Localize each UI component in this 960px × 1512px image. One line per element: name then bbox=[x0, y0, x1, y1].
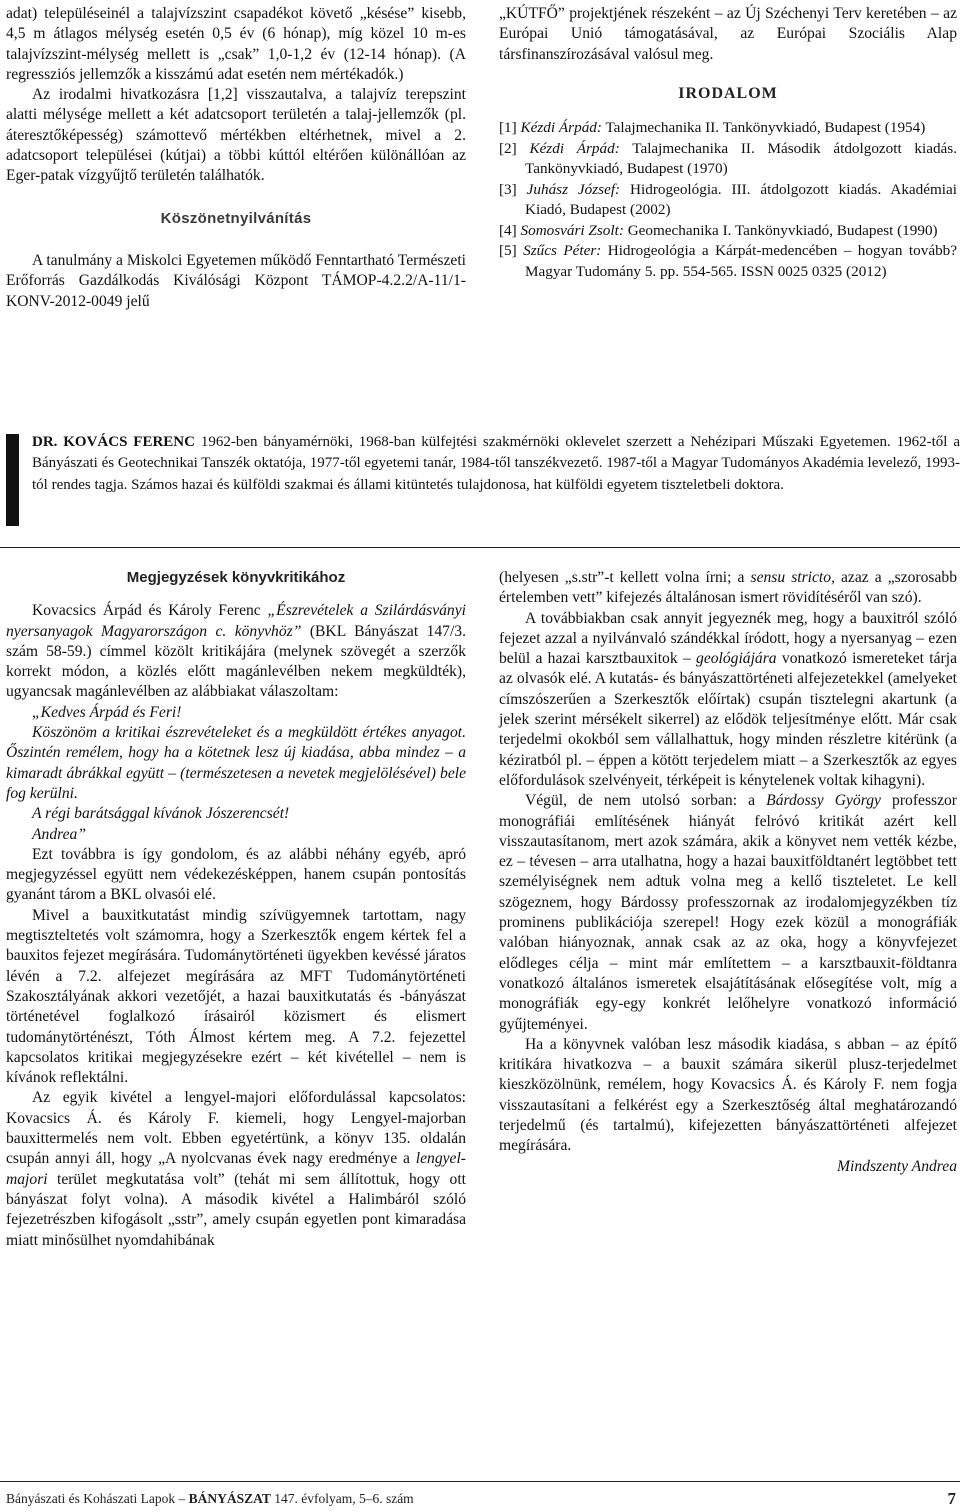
letter-line bbox=[6, 825, 466, 845]
page-footer bbox=[6, 1491, 956, 1507]
bottom-left-column bbox=[6, 568, 466, 1251]
reference-author: Szűcs Péter: bbox=[523, 242, 602, 260]
letter-line bbox=[6, 804, 466, 824]
reference-author: Somosvári Zsolt: bbox=[520, 221, 624, 239]
text-run: (BKL Bányászat 147/3. szám 58-59.) címmel közölt kritikájára (melynek szövegét a szerzők korrekt módon, a közlés előtt magánlevélben nekem megküldték), ugyancsak magánlevélben az alábbiakat válaszoltam: bbox=[6, 622, 467, 701]
top-right-column bbox=[499, 4, 957, 282]
bio-description: 1962-ben bányamérnöki, 1968-ban külfejtési szakmérnöki oklevelet szerzett a Nehézipari Műszaki Egyetemen. 1962-től a Bányászati és Geotechnikai Tanszék oktatója, 1977-től egyetemi tanár, 1984-től tanszékvezető. 1987-től a Magyar Tudományos Akadémia levelező, 1993-tól rendes tagja. Számos hazai és külföldi szakmai és állami kitüntetés tulajdonosa, hat külföldi egyetem tiszteletbeli doktora. bbox=[32, 434, 960, 493]
text-italic: sensu stricto bbox=[750, 569, 832, 586]
bio-author-name: DR. KOVÁCS FERENC bbox=[32, 434, 195, 450]
section-divider bbox=[0, 547, 960, 548]
paragraph: Ezt továbbra is így gondolom, és az alábbi néhány egyéb, apró megjegyzéssel együtt nem védekezésképpen, hanem csupán pontosítás gyanánt tárom a BKL olvasói elé. bbox=[6, 845, 466, 904]
reference-text: Geomechanika I. Tankönyvkiadó, Budapest (1990) bbox=[627, 221, 938, 239]
reference-item bbox=[499, 118, 957, 139]
paragraph: Mivel a bauxitkutatást mindig szívügyemnek tartottam, nagy megtiszteltetés volt számomra, hogy a Szerkesztők engem kértek fel a bauxitos fejezet megírására. Tudománytörténeti ügyekben kevéssé járatos lévén a 7.2. alfejezet megírására az MFT Tudománytörténeti Szakosztályának akkori vezetőjét, a hazai bauxitkutatás és -bányászat történetével foglalkozó írásairól közismert és elismert tudománytörténészt, Tóth Álmost kértem meg. A 7.2. fejezettel kapcsolatos kritikai megjegyzésekre ezért – két kivétellel – nem is kívánok reflektálni. bbox=[6, 906, 466, 1087]
text-run: Az egyik kivétel a lengyel-majori előfordulással kapcsolatos: Kovacsics Á. és Károly F. kiemeli, hogy Lengyel-majorban bauxittermelés nem volt. Ebben egyetértünk, a könyv 135. oldalán csupán annyi áll, hogy „A nyolcvanas évek nagy eredménye a bbox=[6, 1089, 466, 1168]
reference-list bbox=[499, 118, 957, 282]
text-run: A továbbiakban csak annyit jegyeznék meg, hogy a bauxitról szóló fejezet azzal a nyilvánvaló szándékkal íródott, hogy a nyersanyag – ezen belül a hazai karsztbauxitok – bbox=[499, 609, 957, 668]
letter-text: Andrea” bbox=[32, 825, 86, 843]
letter-line bbox=[6, 703, 466, 723]
bio-marker-bar bbox=[6, 434, 19, 526]
text-run: professzor monográfiái említésének hiányát felróvó kritikát azért kell visszautasítanom, mert azok számára, akik a könyvet nem vették kézbe, ez – tévesen – arra utalhatna, hogy a hazai bauxitföldtanért legtöbbet tett személyiségnek nem adtuk volna meg a kellő tiszteletet. Le kell szögeznem, hogy Bárdossy professzornak az irodalomjegyzékben tíz prominens publikációja szerepel! Hogy ezek közül a monográfiák valóban hiányoznak, annak csak az az oka, hogy a könyvfejezet elődleges célja – mint már említettem – a karsztbauxit-földtanra vonatkozó általános ismeretek elsajátításának elősegítése volt, míg a monográfiák egy-egy konkrét lelőhelyre vonatkozó információ gyűjteményei. bbox=[499, 792, 957, 1033]
top-left-column bbox=[6, 4, 466, 312]
reference-text: Hidrogeológia a Kárpát-medencében – hogyan tovább? Magyar Tudomány 5. pp. 554-565. ISSN 0025 0325 (2012) bbox=[525, 242, 958, 280]
text-run: , azaz a „szorosabb értelemben vett” kifejezés általánosan ismert rövidítéséről van szó). bbox=[499, 569, 957, 607]
reference-text: Talajmechanika II. Második átdolgozott kiadás. Tankönyvkiadó, Budapest (1970) bbox=[525, 139, 957, 178]
reference-number: [4] bbox=[499, 221, 517, 239]
text-run: terület megkutatása volt” (tehát mi sem állítottuk, hogy ott bányászat folyt volna). A második kivétel a Halimbáról szóló fejezetrészben kifogásolt „sstr”, amely csupán egyetlen pont kimaradása miatt minősülhet nyomdahibának bbox=[6, 1170, 466, 1249]
text-run: (helyesen „s.str”-t kellett volna írni; a bbox=[499, 569, 751, 586]
paragraph bbox=[6, 1088, 466, 1250]
letter-text: „Kedves Árpád és Feri! bbox=[32, 703, 182, 721]
footer-divider bbox=[0, 1481, 960, 1482]
paragraph: Az irodalmi hivatkozásra [1,2] visszautalva, a talajvíz terepszint alatti mélysége mellett a két adatcsoport területén a talaj-jellemzők (pl. áteresztőképesség) számottevő mértékben eltérhetnek, mivel a 2. adatcsoport települései (kútjai) a többi kúttól eltérően különállóan az Eger-patak vízgyűjtő területén találhatók. bbox=[6, 86, 466, 185]
paragraph: Ha a könyvnek valóban lesz második kiadása, s abban – az építő kritikára hivatkozva – a bauxit számára sikerül plusz-terjedelmet kieszközölnünk, remélem, hogy Kovacsics Á. és Károly F. nem fogja visszautasítani a felkérést egy a Szerkesztőség által meghatározandó terjedelmű (és tartalmú), kifejezetten bányászattörténeti alfejezet megírására. bbox=[499, 1035, 957, 1155]
letter-text: A régi barátsággal kívánok Jószerencsét! bbox=[32, 805, 290, 823]
reference-author: Kézdi Árpád: bbox=[529, 139, 620, 157]
reference-text: Hidrogeológia. III. átdolgozott kiadás. Akadémiai Kiadó, Budapest (2002) bbox=[525, 180, 957, 219]
text-run: vonatkozó ismereteket tárja az olvasók elé. A kutatás- és bányászattörténeti alfejezetekkel (amelyeket címszószerűen a Szerkesztők előírtak) csupán tisztelegni akartunk (a jelek szerint mérsékelt sikerrel) az elődök teljesítménye előtt. Már csak terjedelmi okokból sem vállalhattuk, hogy minden részletre kitérünk (a kéziratból pl. – éppen a kötött terjedelem miatt – a Szerkesztők az egyes előfordulások szelvényeit, térképeit is kénytelenek voltak kihagyni). bbox=[499, 650, 957, 789]
acknowledgement-paragraph: A tanulmány a Miskolci Egyetemen működő Fenntartható Természeti Erőforrás Gazdálkodás Kiválósági Központ TÁMOP-4.2.2/A-11/1-KONV-2012-0049 jelű bbox=[6, 251, 466, 310]
bio-text bbox=[32, 432, 960, 496]
text-run: Kovacsics Árpád és Károly Ferenc bbox=[32, 602, 268, 620]
acknowledgement-continuation: „KÚTFŐ” projektjének részeként – az Új Széchenyi Terv keretében – az Európai Unió támogatásával, az Európai Szociális Alap társfinanszírozásával valósul meg. bbox=[499, 5, 957, 63]
paragraph bbox=[499, 609, 957, 792]
reference-item bbox=[499, 221, 957, 242]
journal-section: BÁNYÁSZAT bbox=[188, 1491, 271, 1506]
signature: Mindszenty Andrea bbox=[837, 1157, 957, 1175]
text-run: Végül, de nem utolsó sorban: a bbox=[525, 792, 767, 810]
paragraph: adat) településeinél a talajvízszint csapadékot követő „késése” kisebb, 4,5 m átlagos mélység esetén 0,5 év (6 hónap), míg közel 10 m-es talajvízszint-mélység mellett is „csak” 1,0-1,2 év (12-14 hónap). (A regressziós jellemzők a kisszámú adat esetén nem mértékadók.) bbox=[6, 5, 466, 83]
letter-line bbox=[6, 723, 466, 804]
reference-number: [1] bbox=[499, 119, 517, 137]
page-number: 7 bbox=[947, 1489, 956, 1508]
reference-item bbox=[499, 180, 957, 221]
article-title: Megjegyzések könyvkritikához bbox=[126, 569, 346, 586]
text-italic: geológiájára bbox=[696, 650, 777, 668]
letter-text: Köszönöm a kritikai észrevételeket és a megküldött értékes anyagot. Őszintén remélem, hogy ha a kötetnek lesz új kiadása, abba mindez – a kimaradt ábrákkal együtt – (természetesen a nevetek megjelölésével) bele fog kerülni. bbox=[6, 724, 466, 802]
text-italic: Bárdossy György bbox=[766, 792, 881, 810]
paragraph bbox=[499, 568, 957, 609]
reference-text: Talajmechanika II. Tankönyvkiadó, Budapest (1954) bbox=[605, 119, 926, 137]
book-title: „Észrevételek a Szilárdásványi nyersanyagok Magyarországon c. könyvhöz” bbox=[6, 602, 466, 640]
reference-item bbox=[499, 139, 957, 180]
reference-number: [5] bbox=[499, 242, 517, 260]
paragraph bbox=[6, 601, 466, 702]
text-italic: lengyel-majori bbox=[6, 1150, 466, 1188]
acknowledgement-heading: Köszönetnyilvánítás bbox=[160, 209, 312, 227]
bottom-right-column bbox=[499, 568, 957, 1177]
reference-number: [2] bbox=[499, 139, 517, 157]
reference-author: Juhász József: bbox=[526, 180, 621, 198]
reference-number: [3] bbox=[499, 180, 517, 198]
journal-name: Bányászati és Kohászati Lapok – bbox=[6, 1491, 189, 1506]
paragraph bbox=[499, 791, 957, 1035]
references-heading: IRODALOM bbox=[678, 84, 778, 102]
reference-item bbox=[499, 241, 957, 282]
reference-author: Kézdi Árpád: bbox=[520, 119, 602, 137]
issue-info: 147. évfolyam, 5–6. szám bbox=[270, 1491, 414, 1506]
